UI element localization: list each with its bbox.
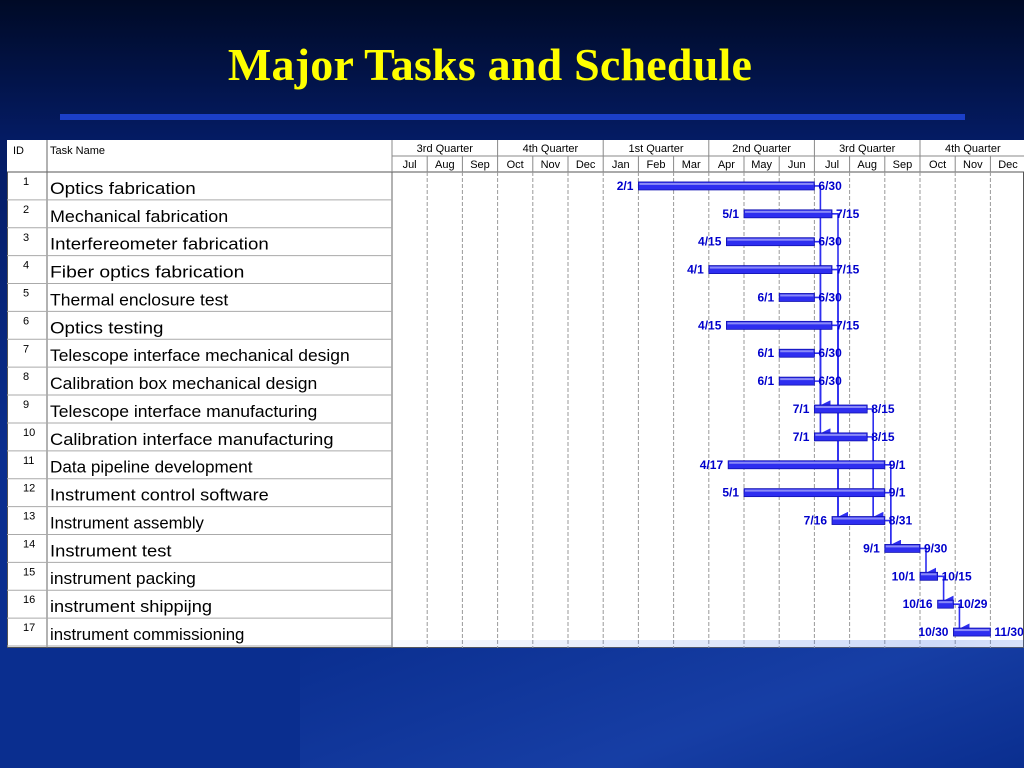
month-label: May <box>751 159 772 171</box>
task-name: Fiber optics fabrication <box>50 262 245 282</box>
month-label: Sep <box>892 159 913 171</box>
task-bar-highlight <box>727 239 813 241</box>
task-start-date: 7/16 <box>803 513 827 528</box>
task-end-date: 6/30 <box>818 178 842 193</box>
month-label: Dec <box>575 159 596 171</box>
task-bar-highlight <box>833 518 884 520</box>
month-label: Jul <box>402 159 417 171</box>
task-name: Mechanical fabrication <box>50 206 229 226</box>
task-id: 12 <box>23 482 36 495</box>
task-id: 6 <box>23 315 30 328</box>
task-end-date: 8/15 <box>871 429 895 444</box>
month-label: Mar <box>681 159 701 171</box>
task-id: 2 <box>23 203 30 216</box>
task-start-date: 6/1 <box>757 290 775 305</box>
task-name: Instrument control software <box>50 485 269 505</box>
task-bar-highlight <box>886 545 919 547</box>
task-start-date: 4/17 <box>699 457 724 472</box>
task-id: 4 <box>23 259 30 272</box>
task-start-date: 4/15 <box>698 318 722 333</box>
task-id: 5 <box>23 287 30 300</box>
task-start-date: 7/1 <box>792 402 810 416</box>
task-id: 17 <box>23 622 36 635</box>
dependency-arrow <box>832 214 838 518</box>
dependency-arrow <box>832 270 838 518</box>
task-name: Instrument assembly <box>50 513 205 533</box>
task-bar-highlight <box>780 294 813 296</box>
task-name: Thermal enclosure test <box>50 290 229 310</box>
quarter-label: 3rd Quarter <box>839 143 896 155</box>
task-id: 13 <box>23 510 36 523</box>
task-id: 14 <box>23 538 36 551</box>
month-label: Apr <box>717 159 735 171</box>
month-label: Jan <box>611 159 630 171</box>
task-end-date: 10/29 <box>957 597 988 612</box>
task-end-date: 6/30 <box>818 290 842 305</box>
task-name: Calibration interface manufacturing <box>50 429 334 449</box>
month-label: Jun <box>787 159 806 171</box>
task-end-date: 7/15 <box>836 206 860 221</box>
background-glow <box>300 640 1024 768</box>
task-end-date: 6/30 <box>818 346 842 361</box>
task-end-date: 9/1 <box>888 457 906 472</box>
task-bar-highlight <box>727 322 831 324</box>
task-name: Data pipeline development <box>50 457 253 477</box>
task-name: Telescope interface mechanical design <box>50 346 350 366</box>
task-start-date: 6/1 <box>757 374 775 389</box>
month-label: Nov <box>963 159 983 171</box>
task-id: 11 <box>23 454 35 467</box>
task-bar-highlight <box>780 378 813 380</box>
task-end-date: 7/15 <box>836 318 860 333</box>
quarter-label: 3rd Quarter <box>416 143 473 155</box>
month-label: Feb <box>646 159 666 171</box>
task-name: Instrument test <box>50 541 172 561</box>
task-start-date: 10/16 <box>902 597 933 612</box>
task-id: 8 <box>23 371 30 384</box>
task-id: 10 <box>23 426 36 439</box>
month-label: Oct <box>506 159 524 171</box>
task-end-date: 10/15 <box>941 569 972 584</box>
gantt-chart <box>7 140 1024 648</box>
month-label: Jul <box>824 159 840 171</box>
task-start-date: 5/1 <box>722 206 739 221</box>
task-end-date: 8/15 <box>871 402 895 416</box>
task-id: 7 <box>23 343 30 356</box>
task-start-date: 6/1 <box>757 346 775 361</box>
task-bar-highlight <box>921 573 937 575</box>
task-bar-highlight <box>780 350 813 352</box>
dependency-arrow <box>885 465 891 546</box>
task-id: 9 <box>23 399 30 412</box>
id-column-header: ID <box>13 145 24 157</box>
task-name: Calibration box mechanical design <box>50 374 318 394</box>
task-name: instrument packing <box>50 569 196 589</box>
task-id: 1 <box>23 176 30 188</box>
quarter-label: 2nd Quarter <box>732 143 791 155</box>
task-bar-highlight <box>954 629 989 631</box>
task-start-date: 10/30 <box>918 625 949 640</box>
month-label: Dec <box>998 159 1018 171</box>
task-bar-highlight <box>745 490 884 492</box>
dependency-arrow <box>867 437 873 518</box>
quarter-label: 1st Quarter <box>628 143 684 155</box>
quarter-label: 4th Quarter <box>522 143 579 155</box>
task-id: 3 <box>23 231 30 244</box>
task-name: Optics testing <box>50 318 164 338</box>
title-underline <box>60 114 965 120</box>
task-bar-highlight <box>815 434 866 436</box>
quarter-label: 4th Quarter <box>944 143 1001 155</box>
task-bar-highlight <box>729 462 884 464</box>
task-name: Telescope interface manufacturing <box>50 401 318 421</box>
task-start-date: 7/1 <box>792 429 810 444</box>
task-bar-highlight <box>745 211 831 213</box>
task-start-date: 5/1 <box>722 485 739 500</box>
task-name: Interfereometer fabrication <box>50 234 269 254</box>
task-bar-highlight <box>815 406 866 408</box>
month-label: Oct <box>929 159 947 171</box>
task-name: instrument commissioning <box>50 625 245 644</box>
task-end-date: 8/31 <box>888 513 913 528</box>
month-label: Aug <box>435 159 455 171</box>
task-id: 15 <box>23 566 36 579</box>
task-name: instrument shippijng <box>50 597 213 617</box>
task-end-date: 7/15 <box>836 262 860 277</box>
task-start-date: 4/15 <box>698 234 722 249</box>
task-end-date: 6/30 <box>818 374 842 389</box>
task-name-column-header: Task Name <box>50 145 106 157</box>
month-label: Sep <box>470 159 490 171</box>
task-start-date: 4/1 <box>687 262 704 277</box>
task-end-date: 6/30 <box>818 234 842 249</box>
task-bar-highlight <box>639 183 813 185</box>
task-bar-highlight <box>710 267 831 269</box>
slide-title: Major Tasks and Schedule <box>227 39 753 90</box>
task-id: 16 <box>23 594 36 607</box>
gantt-canvas <box>7 140 1024 648</box>
task-start-date: 10/1 <box>891 569 915 584</box>
task-end-date: 11/30 <box>994 625 1024 640</box>
month-label: Aug <box>857 159 877 171</box>
month-label: Nov <box>540 159 561 171</box>
task-name: Optics fabrication <box>50 178 196 198</box>
task-end-date: 9/30 <box>924 541 948 556</box>
task-bar-highlight <box>939 601 953 603</box>
task-end-date: 9/1 <box>888 485 906 500</box>
task-start-date: 2/1 <box>616 178 634 193</box>
task-start-date: 9/1 <box>863 541 880 556</box>
